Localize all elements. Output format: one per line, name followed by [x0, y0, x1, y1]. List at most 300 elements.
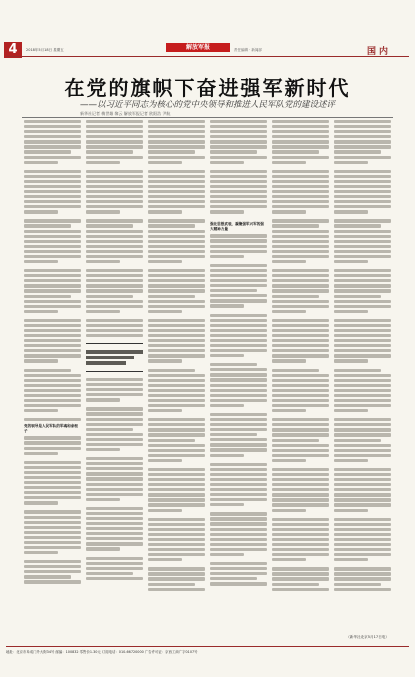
text-line	[272, 428, 329, 431]
text-line	[24, 324, 81, 327]
text-line	[334, 528, 391, 531]
text-line	[272, 130, 329, 133]
text-line	[86, 230, 143, 233]
text-line	[272, 572, 329, 575]
text-line	[148, 135, 205, 138]
text-line	[334, 548, 391, 551]
text-line	[272, 269, 329, 272]
text-line	[148, 120, 205, 123]
text-line	[334, 369, 381, 372]
text-line	[148, 468, 205, 471]
text-line	[86, 205, 143, 208]
section-subtitle: 党的领导是人民军队的军魂和命根子	[24, 424, 78, 433]
text-line	[24, 175, 81, 178]
text-line	[24, 551, 58, 554]
text-line	[334, 498, 391, 501]
text-line	[334, 359, 368, 362]
text-line	[24, 466, 81, 469]
text-line	[272, 274, 329, 277]
text-line	[272, 161, 306, 164]
text-line	[272, 235, 329, 238]
text-line	[86, 438, 143, 441]
text-line	[210, 339, 267, 342]
text-line	[86, 240, 143, 243]
text-line	[210, 577, 257, 580]
text-line	[24, 284, 81, 287]
text-line	[148, 284, 205, 287]
text-line	[334, 334, 391, 337]
text-line	[148, 369, 195, 372]
text-line	[210, 284, 267, 287]
text-line	[86, 428, 133, 431]
text-line	[24, 541, 81, 544]
text-line	[334, 274, 391, 277]
text-line	[24, 510, 81, 513]
header-rule	[6, 44, 409, 57]
text-line	[24, 170, 81, 173]
text-line	[210, 443, 267, 446]
text-line	[148, 588, 205, 591]
text-line	[210, 334, 267, 337]
text-line	[210, 264, 267, 267]
text-line	[210, 170, 267, 173]
text-line	[272, 125, 329, 128]
text-line	[148, 324, 205, 327]
text-line	[24, 409, 58, 412]
end-note: （新华社北京5月17日电）	[346, 635, 389, 639]
text-line	[24, 570, 81, 573]
text-line	[24, 190, 81, 193]
text-line	[24, 205, 81, 208]
text-line	[334, 444, 391, 447]
text-line	[24, 195, 81, 198]
text-line	[86, 477, 143, 480]
text-line	[210, 234, 267, 237]
text-line	[86, 161, 120, 164]
text-line	[148, 339, 205, 342]
text-line	[148, 583, 195, 586]
text-line	[210, 190, 267, 193]
text-line	[148, 483, 205, 486]
text-line	[86, 498, 120, 501]
text-line	[210, 522, 267, 525]
text-line	[272, 324, 329, 327]
text-line	[334, 588, 391, 591]
text-line	[24, 120, 81, 123]
text-line	[24, 560, 81, 563]
text-line	[148, 200, 205, 203]
text-line	[86, 120, 143, 123]
text-line	[334, 374, 391, 377]
text-line	[272, 250, 329, 253]
text-line	[272, 195, 329, 198]
text-line	[210, 538, 267, 541]
text-line	[210, 319, 267, 322]
text-line	[148, 295, 195, 298]
text-line	[24, 135, 81, 138]
text-line	[148, 255, 205, 258]
text-line	[148, 533, 205, 536]
text-line	[148, 125, 205, 128]
text-line	[334, 418, 391, 421]
text-line	[86, 547, 120, 550]
text-line	[148, 205, 205, 208]
text-line	[148, 488, 205, 491]
text-line	[272, 224, 319, 227]
text-line	[210, 503, 244, 506]
text-line	[272, 523, 329, 526]
text-line	[148, 359, 182, 362]
text-line	[210, 517, 267, 520]
section-label: 国内	[366, 47, 391, 57]
text-line	[86, 190, 143, 193]
text-line	[272, 449, 329, 452]
text-line	[210, 161, 244, 164]
text-line	[210, 279, 267, 282]
text-line	[272, 468, 329, 471]
text-line	[148, 428, 205, 431]
text-line	[334, 284, 391, 287]
text-line	[148, 518, 205, 521]
text-line	[24, 255, 81, 258]
text-line	[272, 284, 329, 287]
text-line	[24, 461, 81, 464]
text-line	[272, 359, 306, 362]
text-line	[24, 441, 81, 444]
text-line	[24, 161, 58, 164]
text-line	[210, 344, 267, 347]
text-line	[272, 305, 329, 308]
text-line	[86, 170, 143, 173]
text-line	[210, 255, 244, 258]
masthead-logo: 解放军报	[166, 43, 230, 52]
text-line	[272, 558, 306, 561]
text-line	[210, 483, 267, 486]
text-line	[86, 250, 143, 253]
text-line	[148, 180, 205, 183]
text-line	[210, 304, 244, 307]
text-line	[210, 120, 267, 123]
text-line	[148, 219, 205, 222]
section-subtitle: 强化思想武装，凝聚强军兴军的强大精神力量	[210, 222, 264, 231]
text-line	[210, 205, 267, 208]
text-line	[148, 473, 205, 476]
text-line	[24, 481, 81, 484]
text-line	[334, 255, 391, 258]
text-line	[210, 294, 267, 297]
text-line	[272, 170, 329, 173]
text-line	[86, 532, 143, 535]
text-line	[148, 230, 205, 233]
text-line	[272, 145, 329, 148]
text-line	[86, 407, 143, 410]
text-line	[148, 344, 205, 347]
text-line	[334, 399, 391, 402]
dateline: 2018年5月18日 星期五	[26, 48, 64, 52]
text-line	[148, 399, 205, 402]
article-body	[24, 120, 391, 638]
text-line	[210, 125, 267, 128]
text-line	[86, 260, 120, 263]
text-line	[24, 565, 81, 568]
text-line	[210, 473, 267, 476]
text-line	[272, 399, 329, 402]
text-line	[86, 319, 143, 322]
text-line	[148, 175, 205, 178]
text-line	[334, 279, 391, 282]
text-line	[210, 423, 267, 426]
text-line	[148, 319, 205, 322]
text-line	[86, 483, 143, 486]
text-line	[24, 125, 81, 128]
text-line	[86, 462, 143, 465]
text-line	[272, 493, 329, 496]
text-line	[272, 334, 329, 337]
text-line	[86, 210, 120, 213]
text-line	[210, 448, 267, 451]
text-line	[210, 404, 244, 407]
text-line	[334, 135, 391, 138]
text-line	[210, 195, 267, 198]
text-line	[86, 135, 143, 138]
text-line	[148, 269, 205, 272]
text-line	[148, 572, 205, 575]
text-line	[24, 399, 81, 402]
column-4	[210, 120, 267, 638]
text-line	[210, 433, 257, 436]
text-line	[86, 522, 143, 525]
text-line	[24, 394, 81, 397]
text-line	[24, 250, 81, 253]
text-line	[272, 300, 329, 303]
text-line	[272, 190, 329, 193]
page-footer: 地址：北京市阜成门外大街34号 邮编：100832 零售价1.30元 订阅电话：010-66720000 广告许可证：京西工商广字0107号	[6, 646, 409, 657]
text-line	[334, 269, 391, 272]
text-line	[24, 379, 81, 382]
text-line	[24, 310, 58, 313]
text-line	[334, 567, 391, 570]
text-line	[272, 319, 329, 322]
text-line	[24, 260, 58, 263]
text-line	[334, 140, 391, 143]
text-line	[334, 493, 391, 496]
text-line	[210, 463, 267, 466]
text-line	[24, 219, 81, 222]
text-line	[24, 389, 81, 392]
text-line	[334, 240, 391, 243]
text-line	[272, 423, 329, 426]
text-line	[210, 274, 267, 277]
text-line	[24, 486, 81, 489]
text-line	[148, 439, 195, 442]
text-line	[272, 439, 319, 442]
text-line	[148, 459, 182, 462]
text-line	[272, 543, 329, 546]
text-line	[24, 279, 81, 282]
text-line	[210, 289, 257, 292]
text-line	[148, 161, 182, 164]
text-line	[334, 125, 391, 128]
text-line	[334, 454, 391, 457]
text-line	[210, 368, 267, 371]
text-line	[334, 409, 368, 412]
text-line	[148, 130, 205, 133]
text-line	[86, 310, 120, 313]
text-line	[272, 354, 329, 357]
text-line	[86, 334, 143, 337]
column-3	[148, 120, 205, 638]
text-line	[334, 219, 391, 222]
text-line	[334, 483, 391, 486]
text-line	[24, 404, 81, 407]
text-line	[148, 503, 205, 506]
text-line	[86, 398, 120, 401]
text-line	[210, 493, 267, 496]
text-line	[148, 150, 195, 153]
text-line	[334, 538, 391, 541]
text-line	[24, 180, 81, 183]
text-line	[272, 150, 319, 153]
text-line	[334, 473, 391, 476]
text-line	[86, 125, 143, 128]
text-line	[24, 491, 81, 494]
text-line	[272, 219, 329, 222]
text-line	[210, 269, 267, 272]
text-line	[86, 224, 133, 227]
text-line	[272, 255, 329, 258]
text-line	[334, 180, 391, 183]
text-line	[334, 200, 391, 203]
text-line	[148, 310, 182, 313]
text-line	[148, 245, 205, 248]
text-line	[210, 363, 257, 366]
text-line	[24, 575, 71, 578]
text-line	[272, 245, 329, 248]
text-line	[24, 224, 71, 227]
text-line	[24, 536, 81, 539]
text-line	[334, 130, 391, 133]
text-line	[24, 384, 81, 387]
text-line	[210, 378, 267, 381]
text-line	[148, 305, 205, 308]
text-line	[334, 195, 391, 198]
text-line	[86, 175, 143, 178]
text-line	[334, 577, 391, 580]
text-line	[24, 274, 81, 277]
text-line	[210, 562, 267, 565]
text-line	[334, 295, 381, 298]
text-line	[86, 572, 133, 575]
text-line	[272, 329, 329, 332]
text-line	[148, 145, 205, 148]
text-line	[272, 120, 329, 123]
text-line	[210, 394, 267, 397]
text-line	[148, 444, 205, 447]
text-line	[210, 250, 267, 253]
text-line	[272, 240, 329, 243]
text-line	[272, 533, 329, 536]
text-line	[210, 572, 267, 575]
text-line	[334, 305, 391, 308]
text-line	[148, 210, 182, 213]
text-line	[86, 383, 143, 386]
text-line	[148, 509, 182, 512]
text-line	[334, 300, 391, 303]
text-line	[148, 300, 205, 303]
text-line	[24, 447, 81, 450]
text-line	[272, 394, 329, 397]
text-line	[24, 531, 81, 534]
text-line	[86, 329, 143, 332]
text-line	[210, 349, 267, 352]
text-line	[334, 478, 391, 481]
text-line	[86, 289, 143, 292]
article-subheadline: ——以习近平同志为核心的党中央领导和推进人民军队党的建设述评	[79, 100, 335, 110]
text-line	[210, 498, 267, 501]
masthead-subtitle: 责任编辑 · 新闻部	[234, 48, 262, 52]
text-line	[86, 457, 143, 460]
text-line	[24, 516, 81, 519]
text-line	[272, 260, 306, 263]
text-line	[272, 279, 329, 282]
text-line	[148, 170, 205, 173]
text-line	[148, 409, 182, 412]
text-line	[334, 583, 381, 586]
text-line	[86, 195, 143, 198]
text-line	[86, 542, 143, 545]
text-line	[272, 483, 329, 486]
text-line	[86, 423, 143, 426]
text-line	[24, 240, 81, 243]
text-line	[24, 235, 81, 238]
text-line	[210, 314, 267, 317]
text-line	[334, 245, 391, 248]
text-line	[334, 319, 391, 322]
column-6	[334, 120, 391, 638]
text-line	[334, 349, 391, 352]
text-line	[334, 205, 391, 208]
text-line	[148, 478, 205, 481]
text-line	[148, 289, 205, 292]
text-line	[86, 488, 143, 491]
text-line	[334, 235, 391, 238]
text-line	[272, 548, 329, 551]
text-line	[210, 582, 267, 585]
text-line	[86, 517, 143, 520]
text-line	[210, 150, 257, 153]
pull-quote	[86, 343, 143, 372]
text-line	[86, 324, 143, 327]
text-line	[334, 459, 368, 462]
text-line	[272, 210, 306, 213]
text-line	[210, 354, 244, 357]
text-line	[210, 428, 267, 431]
text-line	[334, 503, 391, 506]
text-line	[334, 145, 391, 148]
text-line	[148, 349, 205, 352]
text-line	[148, 329, 205, 332]
text-line	[272, 404, 329, 407]
text-line	[272, 135, 329, 138]
text-line	[24, 319, 81, 322]
text-line	[210, 399, 267, 402]
text-line	[86, 493, 143, 496]
text-line	[86, 557, 143, 560]
text-line	[334, 509, 368, 512]
text-line	[272, 444, 329, 447]
text-line	[148, 374, 205, 377]
text-line	[148, 423, 205, 426]
